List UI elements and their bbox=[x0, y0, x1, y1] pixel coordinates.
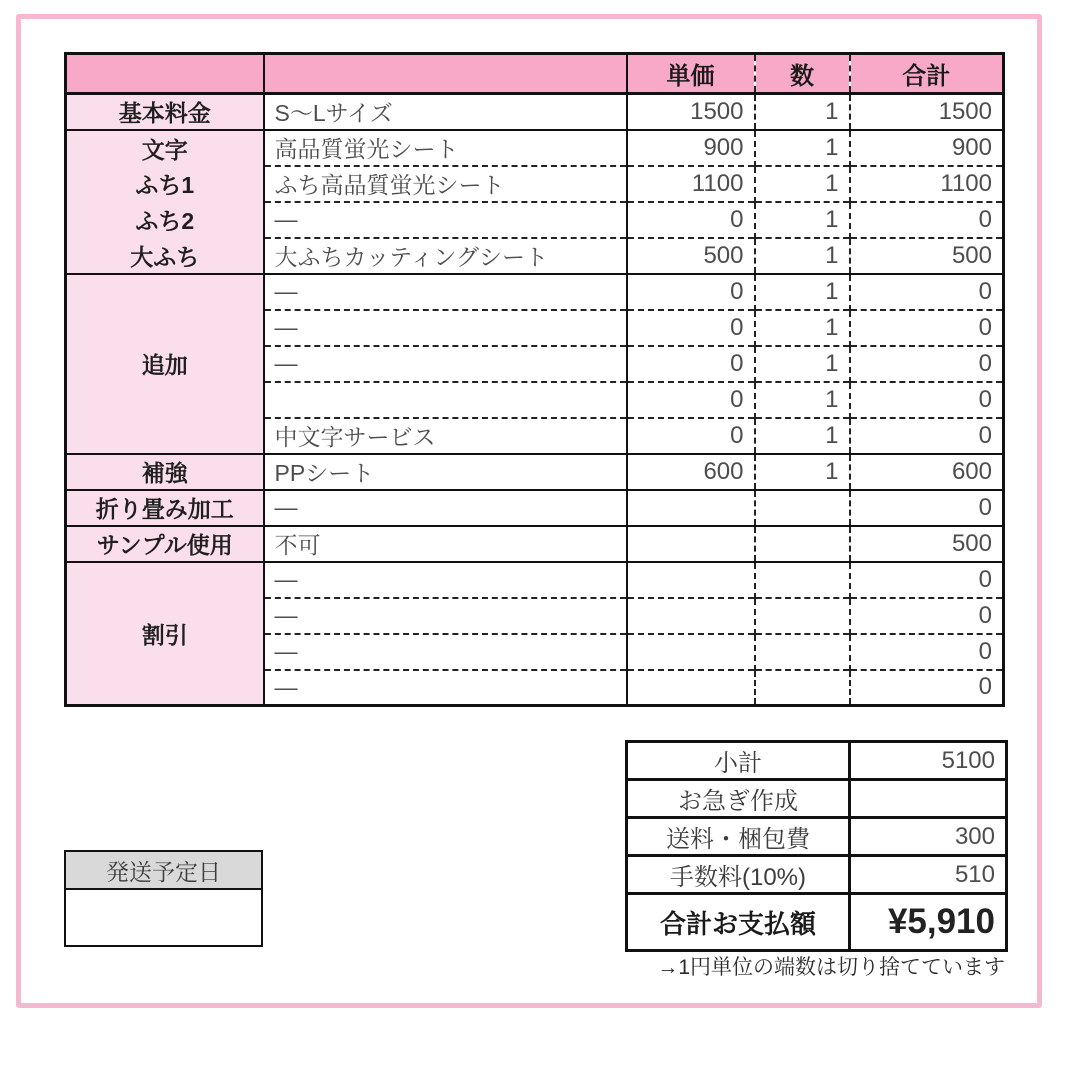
unit-price-cell: 0 bbox=[627, 418, 755, 454]
summary-label-cell: 合計お支払額 bbox=[627, 894, 850, 951]
item-desc-cell: 中文字サービス bbox=[264, 418, 627, 454]
summary-value-cell bbox=[850, 780, 1007, 818]
unit-price-cell: 1500 bbox=[627, 94, 755, 130]
shipping-date-value bbox=[66, 890, 261, 945]
col-header-empty-label bbox=[66, 54, 264, 94]
header-row bbox=[66, 54, 1004, 94]
item-desc-cell: — bbox=[264, 274, 627, 310]
item-desc-cell: — bbox=[264, 346, 627, 382]
item-desc-cell: PPシート bbox=[264, 454, 627, 490]
summary-value-cell: 300 bbox=[850, 818, 1007, 856]
table-row bbox=[66, 454, 1004, 490]
table-row bbox=[66, 490, 1004, 526]
qty-cell: 1 bbox=[755, 346, 850, 382]
unit-price-cell bbox=[627, 634, 755, 670]
qty-cell: 1 bbox=[755, 166, 850, 202]
item-desc-cell: 高品質蛍光シート bbox=[264, 130, 627, 166]
summary-label-cell: 送料・梱包費 bbox=[627, 818, 850, 856]
unit-price-cell bbox=[627, 598, 755, 634]
qty-cell bbox=[755, 490, 850, 526]
unit-price-cell: 600 bbox=[627, 454, 755, 490]
col-header-unit-price: 単価 bbox=[627, 54, 755, 94]
table-row bbox=[66, 238, 1004, 274]
item-desc-cell: — bbox=[264, 202, 627, 238]
total-cell: 500 bbox=[850, 238, 1004, 274]
rounding-note: →1円単位の端数は切り捨てています bbox=[657, 956, 1005, 979]
item-desc-cell: — bbox=[264, 670, 627, 706]
item-desc-cell: S〜Lサイズ bbox=[264, 94, 627, 130]
summary-label-cell: お急ぎ作成 bbox=[627, 780, 850, 818]
item-label-cell: 文字 bbox=[66, 130, 264, 166]
total-cell: 0 bbox=[850, 310, 1004, 346]
unit-price-cell: 0 bbox=[627, 274, 755, 310]
unit-price-cell: 900 bbox=[627, 130, 755, 166]
item-desc-cell bbox=[264, 382, 627, 418]
total-cell: 0 bbox=[850, 274, 1004, 310]
total-cell: 0 bbox=[850, 634, 1004, 670]
col-header-total: 合計 bbox=[850, 54, 1004, 94]
unit-price-cell: 0 bbox=[627, 202, 755, 238]
unit-price-cell bbox=[627, 526, 755, 562]
qty-cell bbox=[755, 598, 850, 634]
summary-value-cell: 510 bbox=[850, 856, 1007, 894]
summary-label-cell: 小計 bbox=[627, 742, 850, 780]
total-cell: 0 bbox=[850, 562, 1004, 598]
shipping-date-title: 発送予定日 bbox=[66, 852, 261, 890]
summary-row bbox=[627, 780, 1007, 818]
unit-price-cell: 0 bbox=[627, 310, 755, 346]
total-cell: 0 bbox=[850, 418, 1004, 454]
summary-value-cell: ¥5,910 bbox=[850, 894, 1007, 951]
unit-price-cell bbox=[627, 490, 755, 526]
qty-cell: 1 bbox=[755, 94, 850, 130]
item-label-cell: ふち1 bbox=[66, 166, 264, 202]
unit-price-cell: 1100 bbox=[627, 166, 755, 202]
total-cell: 1500 bbox=[850, 94, 1004, 130]
qty-cell: 1 bbox=[755, 202, 850, 238]
total-cell: 900 bbox=[850, 130, 1004, 166]
unit-price-cell: 500 bbox=[627, 238, 755, 274]
price-table bbox=[64, 52, 1005, 707]
unit-price-cell bbox=[627, 562, 755, 598]
qty-cell: 1 bbox=[755, 418, 850, 454]
col-header-empty-desc bbox=[264, 54, 627, 94]
table-row bbox=[66, 130, 1004, 166]
qty-cell bbox=[755, 562, 850, 598]
qty-cell bbox=[755, 670, 850, 706]
table-row bbox=[66, 274, 1004, 310]
item-desc-cell: — bbox=[264, 310, 627, 346]
unit-price-cell bbox=[627, 670, 755, 706]
item-label-cell: 追加 bbox=[66, 274, 264, 454]
total-cell: 600 bbox=[850, 454, 1004, 490]
item-desc-cell: — bbox=[264, 598, 627, 634]
item-desc-cell: — bbox=[264, 634, 627, 670]
table-row bbox=[66, 166, 1004, 202]
qty-cell: 1 bbox=[755, 454, 850, 490]
total-cell: 0 bbox=[850, 490, 1004, 526]
qty-cell: 1 bbox=[755, 238, 850, 274]
shipping-date-box bbox=[64, 850, 263, 947]
qty-cell: 1 bbox=[755, 382, 850, 418]
summary-label-cell: 手数料(10%) bbox=[627, 856, 850, 894]
total-cell: 0 bbox=[850, 346, 1004, 382]
item-desc-cell: 不可 bbox=[264, 526, 627, 562]
item-desc-cell: — bbox=[264, 562, 627, 598]
item-label-cell: 大ふち bbox=[66, 238, 264, 274]
table-row bbox=[66, 526, 1004, 562]
summary-row bbox=[627, 856, 1007, 894]
qty-cell bbox=[755, 526, 850, 562]
total-cell: 0 bbox=[850, 670, 1004, 706]
table-row bbox=[66, 202, 1004, 238]
summary-row bbox=[627, 894, 1007, 951]
item-label-cell: ふち2 bbox=[66, 202, 264, 238]
qty-cell: 1 bbox=[755, 274, 850, 310]
total-cell: 500 bbox=[850, 526, 1004, 562]
qty-cell: 1 bbox=[755, 310, 850, 346]
summary-table bbox=[625, 740, 1008, 952]
item-label-cell: 折り畳み加工 bbox=[66, 490, 264, 526]
item-label-cell: 補強 bbox=[66, 454, 264, 490]
total-cell: 0 bbox=[850, 598, 1004, 634]
qty-cell: 1 bbox=[755, 130, 850, 166]
item-label-cell: サンプル使用 bbox=[66, 526, 264, 562]
item-desc-cell: — bbox=[264, 490, 627, 526]
item-label-cell: 割引 bbox=[66, 562, 264, 706]
col-header-qty: 数 bbox=[755, 54, 850, 94]
summary-row bbox=[627, 818, 1007, 856]
item-desc-cell: 大ふちカッティングシート bbox=[264, 238, 627, 274]
total-cell: 0 bbox=[850, 382, 1004, 418]
total-cell: 1100 bbox=[850, 166, 1004, 202]
table-row bbox=[66, 94, 1004, 130]
item-label-cell: 基本料金 bbox=[66, 94, 264, 130]
summary-value-cell: 5100 bbox=[850, 742, 1007, 780]
summary-row bbox=[627, 742, 1007, 780]
total-cell: 0 bbox=[850, 202, 1004, 238]
unit-price-cell: 0 bbox=[627, 346, 755, 382]
qty-cell bbox=[755, 634, 850, 670]
unit-price-cell: 0 bbox=[627, 382, 755, 418]
table-row bbox=[66, 562, 1004, 598]
item-desc-cell: ふち高品質蛍光シート bbox=[264, 166, 627, 202]
